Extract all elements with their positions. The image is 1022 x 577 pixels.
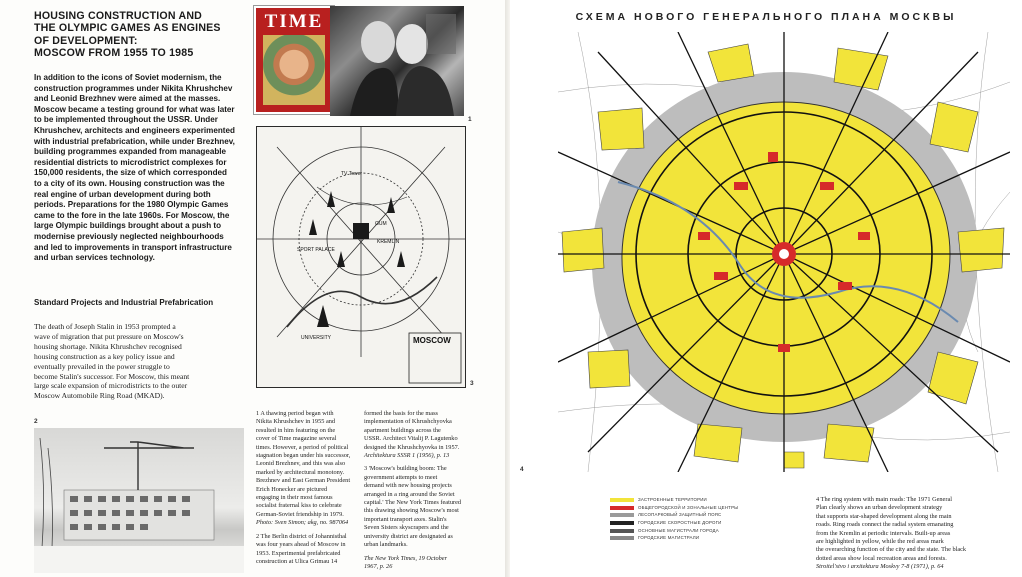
caption-line: 1 A thawing period began with xyxy=(256,410,334,417)
caption-source-line: The New York Times, 19 October xyxy=(364,554,448,562)
caption-line: apartment buildings across the xyxy=(364,426,441,434)
caption-line: 2 The Berlin district of Johannisthal xyxy=(256,532,347,540)
caption-line: formed the basis for the mass xyxy=(364,410,438,417)
caption-line: this drawing showing Moscow's most xyxy=(364,507,459,515)
right-page xyxy=(510,0,1022,577)
intro-line: Moscow became a testing ground for what was later xyxy=(34,104,235,114)
caption-line: was four years ahead of Moscow in xyxy=(256,541,346,549)
caption-line: important transport axes. Stalin's xyxy=(364,515,447,523)
caption-line: engaging in their most famous xyxy=(256,494,333,502)
caption-line: Seven Sisters skyscrapers and the xyxy=(364,524,449,532)
figure-number-3: 3 xyxy=(470,380,474,387)
intro-line: and Leonid Brezhnev were aimed at the masses. xyxy=(34,94,221,104)
intro-line: construction programmes under Nikita Khrushchev xyxy=(34,83,233,93)
caption-line: socialist fraternal kiss to celebrate xyxy=(256,502,342,510)
legend-label: ЛЕСОПАРКОВЫЙ ЗАЩИТНЫЙ ПОЯС xyxy=(638,512,722,518)
caption-line: USSR. Architect Vitalij P. Lagutenko xyxy=(364,435,458,443)
intro-line: periods. Preparations for the 1980 Olympic Games xyxy=(34,200,229,210)
left-page xyxy=(0,0,505,577)
intro-line: and led to improvements in transport infrastructure xyxy=(34,242,232,252)
intro-line: large Olympic buildings brought about a push to xyxy=(34,221,222,231)
caption-line: cover of Time magazine several xyxy=(256,435,337,443)
heading-line: THE OLYMPIC GAMES AS ENGINES xyxy=(34,22,221,35)
fraternal-kiss-photo xyxy=(330,6,464,116)
caption-line: times. However, a period of political xyxy=(256,443,349,451)
caption-line: arranged in a ring around the Soviet xyxy=(364,490,455,498)
intro-line: and urban services technology. xyxy=(34,253,155,263)
caption-line: stagnation began under his successor, xyxy=(256,452,351,460)
legend-swatch xyxy=(610,506,634,510)
caption-source-1: Photo: Sven Simon; akg, no. 987064 xyxy=(256,519,349,527)
sketch-label-university: UNIVERSITY xyxy=(301,335,332,341)
caption-line: resulted in him featuring on the xyxy=(256,426,336,434)
sketch-map-drawing xyxy=(257,127,465,387)
khrushchev-portrait xyxy=(263,35,325,105)
caption-source-2: Architektura SSSR 1 (1956), p. 13 xyxy=(364,452,450,460)
caption-line: Plan clearly shows an urban development strategy xyxy=(816,504,943,512)
body-line: become Stalin's successor. For Moscow, this meant xyxy=(34,371,190,381)
intro-line: building programmes expanded from manageable xyxy=(34,147,227,157)
caption-line: German-Soviet friendship in 1979. xyxy=(256,510,344,518)
intro-line: In addition to the icons of Soviet modernism, the xyxy=(34,73,222,82)
kiss-photo-art xyxy=(330,6,464,116)
moscow-general-plan-map xyxy=(558,32,1010,472)
caption-line: government attempts to meet xyxy=(364,473,438,481)
heading-line: MOSCOW FROM 1955 TO 1985 xyxy=(34,47,194,60)
intro-line: came to the fore in the late 1960s. For Moscow, the xyxy=(34,210,230,220)
intro-line: modernise previously neglected neighbourhoods xyxy=(34,231,224,241)
legend-item xyxy=(610,497,730,504)
time-magazine-cover xyxy=(254,6,334,114)
sketch-label-tv-tower: TV Tower xyxy=(341,171,363,177)
caption-column-1 xyxy=(256,410,356,566)
caption-line: capital.' The New York Times featured xyxy=(364,499,462,507)
section-heading xyxy=(34,10,254,60)
intro-line: residential districts to microdistrict complexes for xyxy=(34,157,227,167)
time-logo: TIME xyxy=(264,11,324,32)
body-line: The death of Joseph Stalin in 1953 prompted a xyxy=(34,322,176,331)
legend-label: ГОРОДСКИЕ СКОРОСТНЫЕ ДОРОГИ xyxy=(638,520,722,526)
intro-line: 150,000 residents, the size of which corresponded xyxy=(34,168,227,178)
caption-line: roads. Ring roads connect the radial system emanating xyxy=(816,521,954,529)
caption-line: Leonid Brezhnev, and this was also xyxy=(256,460,346,468)
body-line: large scale expansion of microdistricts to the outer xyxy=(34,381,188,391)
legend-item xyxy=(610,504,739,512)
legend-swatch xyxy=(610,513,634,517)
heading-line: HOUSING CONSTRUCTION AND xyxy=(34,10,203,22)
body-line: wave of migration that put pressure on Moscow's xyxy=(34,331,184,341)
sketch-map-title: MOSCOW xyxy=(413,336,451,345)
caption-line: designed the Khrushchyovka in 1957. xyxy=(364,443,460,451)
sketch-label-kremlin: KREMLIN xyxy=(377,239,400,245)
caption-line: from the Kremlin at periodic intervals. Built-up areas xyxy=(816,529,951,537)
map-legend xyxy=(610,497,739,543)
intro-line: real engine of urban development during both xyxy=(34,189,211,199)
moscow-sketch-map xyxy=(256,126,466,388)
legend-swatch xyxy=(610,536,634,540)
intro-paragraph xyxy=(34,73,246,264)
subsection-heading: Standard Projects and Industrial Prefabrication xyxy=(34,298,214,307)
legend-label: ОБЩЕГОРОДСКОЙ И ЗОНАЛЬНЫЕ ЦЕНТРЫ xyxy=(638,504,739,510)
legend-item xyxy=(610,528,730,535)
caption-line: urban landmarks. xyxy=(364,541,408,549)
legend-label: ГОРОДСКИЕ МАГИСТРАЛИ xyxy=(638,535,700,541)
caption-line: dotted areas show local recreation areas and forests. xyxy=(816,554,947,562)
legend-label: ОСНОВНЫЕ МАГИСТРАЛИ ГОРОДА xyxy=(638,527,719,533)
sketch-label-gum: GUM xyxy=(375,221,387,227)
body-line: Moscow Automobile Ring Road (MKAD). xyxy=(34,391,165,401)
sketch-label-sport-palace: SPORT PALACE xyxy=(297,247,335,253)
body-paragraph xyxy=(34,322,246,401)
intro-line: to a city of its own. Housing construction was the xyxy=(34,178,225,188)
intro-line: Khrushchev, architects and engineers experimented xyxy=(34,125,235,135)
caption-column-2 xyxy=(364,410,474,571)
caption-line: demand with new housing projects xyxy=(364,482,452,490)
legend-item xyxy=(610,535,730,542)
caption-line: university district are designated as xyxy=(364,532,453,540)
legend-item xyxy=(610,520,730,527)
intro-line: with industrial prefabrication, while under Brezhnev, xyxy=(34,136,235,146)
caption-line: 4 The ring system with main roads: The 1971 General xyxy=(816,496,952,503)
caption-line: 1953. Experimental prefabricated xyxy=(256,549,341,557)
caption-source-line: 1967, p. 26 xyxy=(364,562,393,570)
legend-item xyxy=(610,512,730,519)
caption-line: the overarching function of the city and the state. The black xyxy=(816,546,967,554)
figure-number-4: 4 xyxy=(520,466,524,473)
caption-line: are highlighted in yellow, while the red areas mark xyxy=(816,538,944,546)
map-caption-source: Stroitel'stvo i arxitektura Moskvy 7-8 (1971), p. 64 xyxy=(816,563,944,571)
figure-number-1: 1 xyxy=(468,116,472,123)
caption-line: construction at Ulica Grimau 14 xyxy=(256,557,338,565)
legend-swatch xyxy=(610,521,634,525)
construction-site-photo xyxy=(34,428,244,573)
caption-line: Brezhnev and East German President xyxy=(256,477,351,485)
figure-number-2: 2 xyxy=(34,418,38,425)
body-line: housing construction as a key policy issue and xyxy=(34,351,175,361)
map-title: СХЕМА НОВОГО ГЕНЕРАЛЬНОГО ПЛАНА МОСКВЫ xyxy=(575,11,957,23)
body-line: housing shortage. Nikita Khrushchev recognised xyxy=(34,341,182,351)
caption-line: Nikita Khrushchev in 1955 and xyxy=(256,418,336,426)
legend-swatch xyxy=(610,529,634,533)
caption-line: that supports star-shaped development along the main xyxy=(816,512,952,520)
legend-label: ЗАСТРОЕННЫЕ ТЕРРИТОРИИ xyxy=(638,497,707,502)
caption-line: Erich Honecker are pictured xyxy=(256,485,328,493)
map-caption xyxy=(816,496,1014,572)
heading-line: OF DEVELOPMENT: xyxy=(34,34,138,47)
legend-swatch xyxy=(610,498,634,502)
construction-photo-art xyxy=(34,428,244,573)
caption-line: implementation of Khrushchyovka xyxy=(364,418,452,426)
body-line: eventually prevailed in the power struggle to xyxy=(34,361,170,371)
intro-line: to be implemented throughout the USSR. Under xyxy=(34,115,218,125)
caption-line: 3 'Moscow's building boom: The xyxy=(364,465,447,473)
caption-line: marked by architectural monotony. xyxy=(256,468,345,476)
